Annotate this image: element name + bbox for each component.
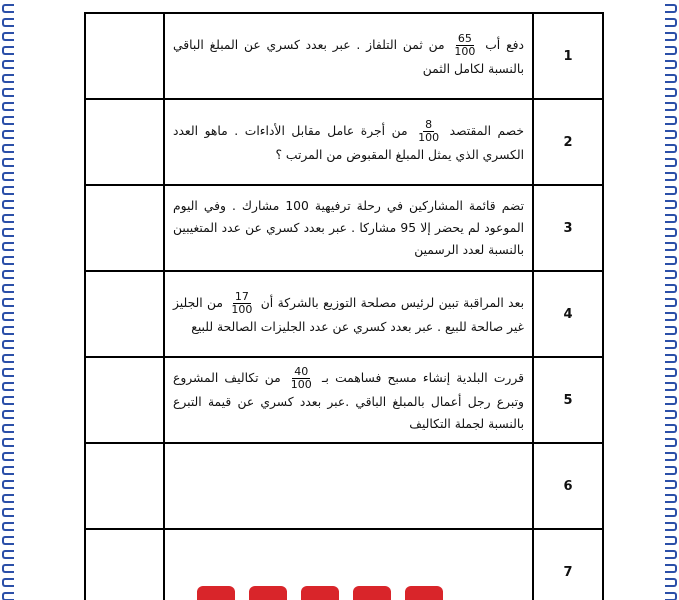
binding-ring: [2, 116, 14, 125]
binding-ring: [665, 18, 677, 27]
binding-ring: [665, 214, 677, 223]
binding-ring: [665, 256, 677, 265]
table-row: [85, 271, 603, 357]
red-stamp-strip: [180, 586, 460, 600]
question-number: 3: [533, 185, 603, 271]
binding-ring: [2, 410, 14, 419]
binding-ring: [665, 396, 677, 405]
fraction: $\frac{40}{100}$: [290, 364, 312, 391]
binding-ring: [665, 592, 677, 600]
binding-ring: [2, 494, 14, 503]
question-text: قررت البلدية إنشاء مسبح فساهمت بـ $\frac{40}{100}$ من تكاليف المشروع وتبرع رجل أعمال بالمبلغ الباقي .عبر بعدد كسري عن قيمة التبرع بالنسبة لجملة التكاليف: [164, 357, 533, 443]
answer-cell[interactable]: [85, 13, 164, 99]
binding-ring: [2, 368, 14, 377]
binding-ring: [2, 144, 14, 153]
fraction: $\frac{17}{100}$: [231, 289, 253, 316]
binding-ring: [665, 354, 677, 363]
binding-ring: [665, 326, 677, 335]
binding-ring: [665, 466, 677, 475]
binding-ring: [665, 270, 677, 279]
binding-ring: [2, 256, 14, 265]
binding-ring: [2, 4, 14, 13]
binding-ring: [665, 172, 677, 181]
binding-ring: [2, 32, 14, 41]
binding-ring: [665, 368, 677, 377]
question-number: 7: [533, 529, 603, 600]
binding-ring: [665, 88, 677, 97]
stamp-block: [249, 586, 287, 600]
question-number: 2: [533, 99, 603, 185]
binding-ring: [2, 298, 14, 307]
table-row: [85, 357, 603, 443]
binding-ring: [2, 522, 14, 531]
binding-ring: [2, 74, 14, 83]
binding-ring: [2, 242, 14, 251]
binding-ring: [2, 102, 14, 111]
binding-ring: [665, 200, 677, 209]
binding-ring: [665, 452, 677, 461]
binding-ring: [2, 424, 14, 433]
answer-cell[interactable]: [85, 443, 164, 529]
binding-ring: [2, 158, 14, 167]
question-text: خصم المقتصد $\frac{8}{100}$ من أجرة عامل مقابل الأداءات . ماهو العدد الكسري الذي يمثل المبلغ المقبوض من المرتب ؟: [164, 99, 533, 185]
binding-ring: [665, 144, 677, 153]
binding-ring: [665, 46, 677, 55]
stamp-block: [353, 586, 391, 600]
left-binding-rings: [0, 0, 22, 600]
table-row: [85, 185, 603, 271]
binding-ring: [665, 480, 677, 489]
binding-ring: [665, 438, 677, 447]
binding-ring: [2, 466, 14, 475]
binding-ring: [2, 578, 14, 587]
binding-ring: [2, 326, 14, 335]
exercise-table: [84, 12, 604, 600]
table-row: [85, 443, 603, 529]
answer-cell[interactable]: [85, 185, 164, 271]
binding-ring: [665, 578, 677, 587]
binding-ring: [665, 508, 677, 517]
binding-ring: [2, 270, 14, 279]
question-number: 4: [533, 271, 603, 357]
binding-ring: [665, 102, 677, 111]
fraction: $\frac{65}{100}$: [454, 31, 476, 58]
binding-ring: [2, 438, 14, 447]
answer-cell[interactable]: [85, 529, 164, 600]
binding-ring: [2, 214, 14, 223]
binding-ring: [665, 130, 677, 139]
question-text: بعد المراقبة تبين لرئيس مصلحة التوزيع بالشركة أن $\frac{17}{100}$ من الجليز غير صالحة للبيع . عبر بعدد كسري عن عدد الجليزات الصالحة للبيع: [164, 271, 533, 357]
binding-ring: [665, 550, 677, 559]
binding-ring: [2, 312, 14, 321]
binding-ring: [2, 452, 14, 461]
table-row: [85, 13, 603, 99]
stamp-block: [197, 586, 235, 600]
binding-ring: [2, 284, 14, 293]
binding-ring: [2, 480, 14, 489]
binding-ring: [665, 536, 677, 545]
binding-ring: [665, 340, 677, 349]
question-number: 6: [533, 443, 603, 529]
stamp-block: [405, 586, 443, 600]
binding-ring: [2, 200, 14, 209]
binding-ring: [665, 494, 677, 503]
binding-ring: [2, 536, 14, 545]
binding-ring: [665, 298, 677, 307]
binding-ring: [665, 564, 677, 573]
answer-cell[interactable]: [85, 99, 164, 185]
right-binding-rings: [657, 0, 679, 600]
binding-ring: [2, 186, 14, 195]
binding-ring: [2, 172, 14, 181]
binding-ring: [665, 4, 677, 13]
question-text: دفع أب $\frac{65}{100}$ من ثمن التلفاز . عبر بعدد كسري عن المبلغ الباقي بالنسبة لكامل الثمن: [164, 13, 533, 99]
question-text: تضم قائمة المشاركين في رحلة ترفيهية 100 مشارك . وفي اليوم الموعود لم يحضر إلا 95 مشاركا . عبر بعدد كسري عن عدد المتغيبين بالنسبة لعدد الرسمين: [164, 185, 533, 271]
answer-cell[interactable]: [85, 357, 164, 443]
table-row: [85, 99, 603, 185]
binding-ring: [2, 46, 14, 55]
question-number: 1: [533, 13, 603, 99]
fraction: $\frac{8}{100}$: [418, 117, 440, 144]
binding-ring: [665, 116, 677, 125]
binding-ring: [665, 228, 677, 237]
binding-ring: [665, 410, 677, 419]
binding-ring: [665, 424, 677, 433]
binding-ring: [665, 522, 677, 531]
binding-ring: [2, 550, 14, 559]
binding-ring: [2, 340, 14, 349]
binding-ring: [665, 60, 677, 69]
binding-ring: [2, 88, 14, 97]
binding-ring: [665, 242, 677, 251]
binding-ring: [2, 592, 14, 600]
binding-ring: [665, 32, 677, 41]
binding-ring: [665, 186, 677, 195]
binding-ring: [665, 312, 677, 321]
question-number: 5: [533, 357, 603, 443]
binding-ring: [2, 508, 14, 517]
binding-ring: [665, 382, 677, 391]
binding-ring: [2, 396, 14, 405]
binding-ring: [665, 74, 677, 83]
binding-ring: [2, 354, 14, 363]
binding-ring: [2, 60, 14, 69]
binding-ring: [2, 18, 14, 27]
stamp-block: [301, 586, 339, 600]
question-text[interactable]: [164, 443, 533, 529]
binding-ring: [2, 130, 14, 139]
answer-cell[interactable]: [85, 271, 164, 357]
binding-ring: [665, 284, 677, 293]
binding-ring: [2, 564, 14, 573]
binding-ring: [2, 228, 14, 237]
binding-ring: [2, 382, 14, 391]
binding-ring: [665, 158, 677, 167]
